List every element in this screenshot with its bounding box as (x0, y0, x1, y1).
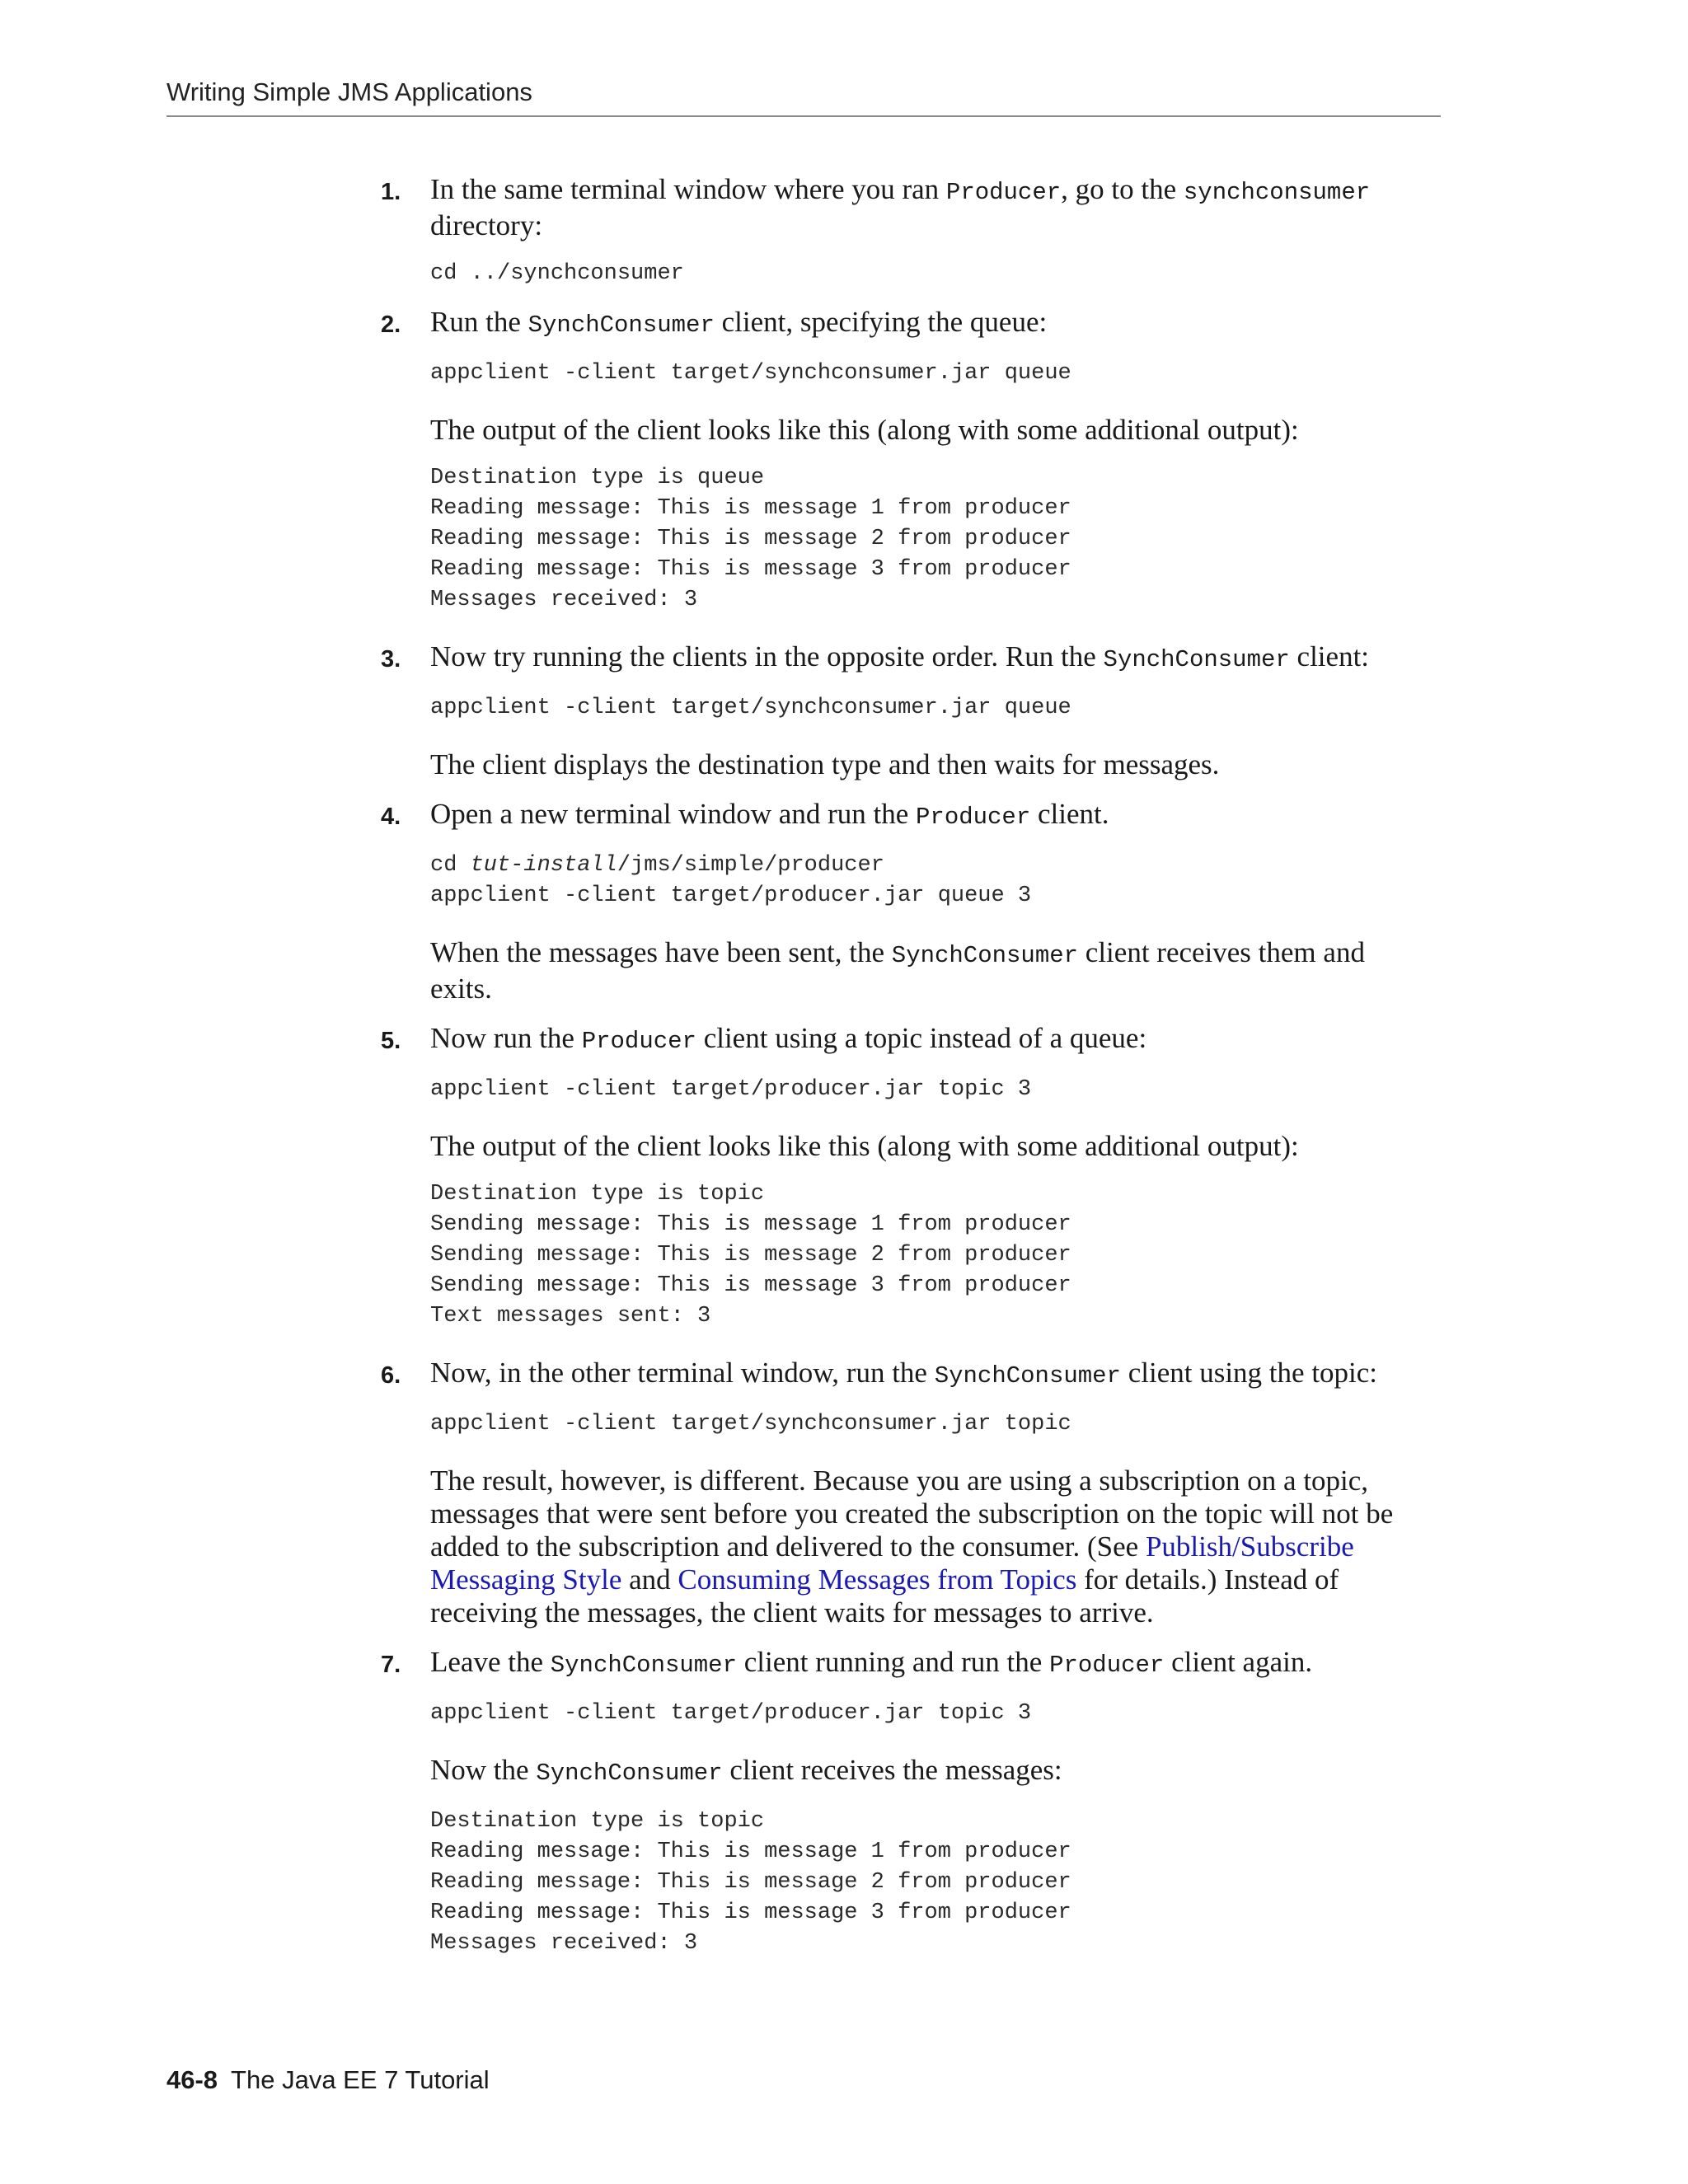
code-block: appclient -client target/synchconsumer.jar queue (430, 361, 1071, 386)
step-text: Leave the SynchConsumer client running and run the Producer client again. (430, 1646, 1313, 1679)
step-number: 6. (381, 1362, 401, 1389)
step-6 (381, 1357, 1452, 1629)
step-note: When the messages have been sent, the SynchConsumer client receives them and exits. (430, 936, 1365, 1005)
step-number: 7. (381, 1652, 401, 1678)
code-block: cd tut-install/jms/simple/producer appclient -client target/producer.jar queue 3 (430, 853, 1032, 908)
code-block: appclient -client target/producer.jar topic 3 (430, 1701, 1032, 1726)
step-1 (381, 173, 1452, 289)
page-footer (166, 2065, 490, 2095)
book-title: The Java EE 7 Tutorial (231, 2065, 490, 2094)
step-number: 1. (381, 179, 401, 205)
code-block: cd ../synchconsumer (430, 261, 684, 286)
step-text: In the same terminal window where you ran Producer, go to the synchconsumer directory: (430, 173, 1371, 241)
step-number: 5. (381, 1028, 401, 1054)
step-note: Now the SynchConsumer client receives the messages: (430, 1754, 1062, 1787)
step-note: The result, however, is different. Because you are using a subscription on a topic, messages that were sent before you created the subscription on the topic will not be added to the subscription and delivered to the consumer. (See Publish/Subscribe Messaging Style and Consuming Messages from Topics for details.) Instead of receiving the messages, the client waits for messages to arrive. (430, 1465, 1394, 1629)
step-number: 2. (381, 312, 401, 338)
code-block: appclient -client target/synchconsumer.jar queue (430, 696, 1071, 720)
step-4 (381, 798, 1452, 1005)
code-block: appclient -client target/synchconsumer.jar topic (430, 1412, 1071, 1436)
page-number: 46-8 (166, 2065, 218, 2094)
step-note: The output of the client looks like this (along with some additional output): (430, 1130, 1299, 1162)
step-2 (381, 306, 1452, 616)
code-output: Destination type is queue Reading message: This is message 1 from producer Reading message: This is message 2 from producer Reading message: This is message 3 from producer Messages received: 3 (430, 466, 1071, 612)
code-block: appclient -client target/producer.jar topic 3 (430, 1077, 1032, 1102)
link-consuming-messages[interactable]: Consuming Messages from Topics (678, 1563, 1077, 1596)
step-text: Now try running the clients in the opposite order. Run the SynchConsumer client: (430, 640, 1370, 673)
header-title: Writing Simple JMS Applications (166, 77, 532, 106)
step-number: 4. (381, 804, 401, 830)
step-text: Run the SynchConsumer client, specifying the queue: (430, 306, 1048, 339)
step-3 (381, 640, 1452, 781)
step-7 (381, 1646, 1452, 1959)
step-note: The output of the client looks like this (along with some additional output): (430, 414, 1299, 446)
step-number: 3. (381, 646, 401, 673)
step-5 (381, 1022, 1452, 1332)
running-header (166, 73, 1441, 117)
page-content (381, 173, 1452, 1959)
step-text: Now, in the other terminal window, run the SynchConsumer client using the topic: (430, 1357, 1378, 1390)
code-output: Destination type is topic Reading message: This is message 1 from producer Reading message: This is message 2 from producer Reading message: This is message 3 from producer Messages received: 3 (430, 1809, 1071, 1956)
step-note: The client displays the destination type and then waits for messages. (430, 748, 1220, 780)
code-output: Destination type is topic Sending message: This is message 1 from producer Sending message: This is message 2 from producer Sending message: This is message 3 from producer Text messages sent: 3 (430, 1182, 1071, 1329)
link-publish-subscribe[interactable]: Publish/Subscribe Messaging Style (430, 1530, 1354, 1596)
step-text: Now run the Producer client using a topic instead of a queue: (430, 1022, 1147, 1055)
step-text: Open a new terminal window and run the Producer client. (430, 798, 1109, 831)
